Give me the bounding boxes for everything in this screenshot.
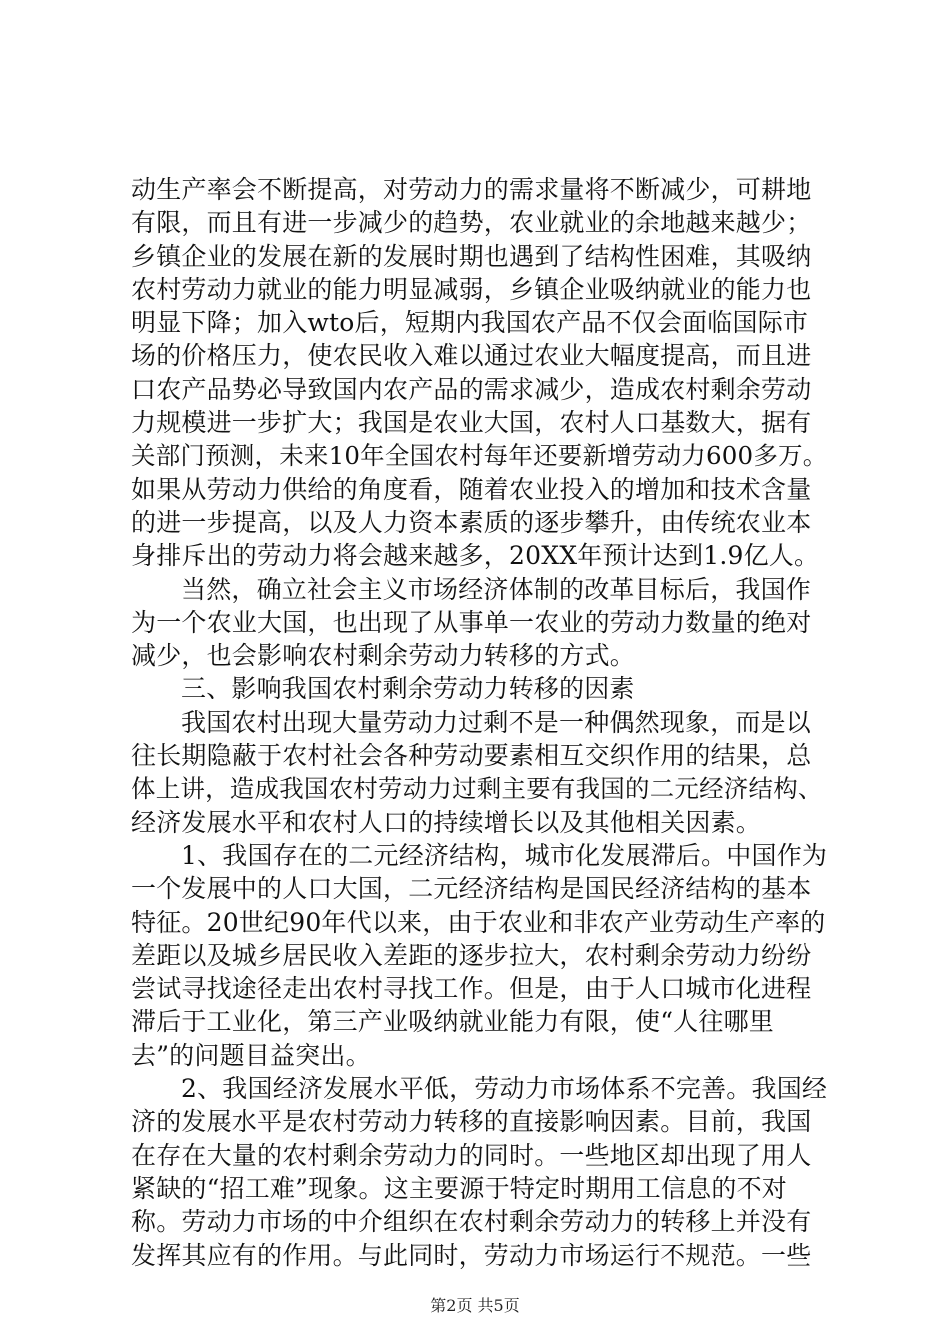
text-line: 农村劳动力就业的能力明显减弱，乡镇企业吸纳就业的能力也 <box>131 274 812 304</box>
text-line: 乡镇企业的发展在新的发展时期也遇到了结构性困难，其吸纳 <box>131 241 812 271</box>
page-number-footer: 第2页 共5页 <box>430 1296 520 1315</box>
body-text <box>131 173 833 1272</box>
text-line: 为一个农业大国，也出现了从事单一农业的劳动力数量的绝对 <box>131 607 812 637</box>
text-line: 特征。20世纪90年代以来，由于农业和非农产业劳动生产率的 <box>131 907 826 937</box>
text-line: 体上讲，造成我国农村劳动力过剩主要有我国的二元经济结构、 <box>131 774 823 804</box>
text-line: 尝试寻找途径走出农村寻找工作。但是，由于人口城市化进程 <box>131 974 812 1004</box>
text-line: 经济发展水平和农村人口的持续增长以及其他相关因素。 <box>131 807 762 837</box>
paragraph-start-line: 2、我国经济发展水平低，劳动力市场体系不完善。我国经 <box>181 1074 828 1104</box>
text-line: 去”的问题目益突出。 <box>131 1040 371 1070</box>
text-line: 力规模进一步扩大；我国是农业大国，农村人口基数大，据有 <box>131 408 812 438</box>
text-line: 的进一步提高，以及人力资本素质的逐步攀升，由传统农业本 <box>131 507 812 537</box>
paragraph-start-line: 1、我国存在的二元经济结构，城市化发展滞后。中国作为 <box>181 840 828 870</box>
text-line: 身排斥出的劳动力将会越来越多，20XX年预计达到1.9亿人。 <box>131 541 820 571</box>
text-line: 发挥其应有的作用。与此同时，劳动力市场运行不规范。一些 <box>131 1240 812 1270</box>
text-line: 明显下降；加入wto后，短期内我国农产品不仅会面临国际市 <box>131 308 809 338</box>
text-line: 紧缺的“招工难”现象。这主要源于特定时期用工信息的不对 <box>131 1173 787 1203</box>
paragraph-start-line: 当然，确立社会主义市场经济体制的改革目标后，我国作 <box>181 574 812 604</box>
text-line: 济的发展水平是农村劳动力转移的直接影响因素。目前，我国 <box>131 1107 812 1137</box>
text-line: 差距以及城乡居民收入差距的逐步拉大，农村剩余劳动力纷纷 <box>131 940 812 970</box>
text-line: 口农产品势必导致国内农产品的需求减少，造成农村剩余劳动 <box>131 374 812 404</box>
text-line: 关部门预测，未来10年全国农村每年还要新增劳动力600多万。 <box>131 441 828 471</box>
text-line: 有限，而且有进一步减少的趋势，农业就业的余地越来越少； <box>131 208 812 238</box>
paragraph-start-line: 我国农村出现大量劳动力过剩不是一种偶然现象，而是以 <box>181 707 812 737</box>
text-line: 称。劳动力市场的中介组织在农村剩余劳动力的转移上并没有 <box>131 1207 812 1237</box>
text-line: 动生产率会不断提高，对劳动力的需求量将不断减少，可耕地 <box>131 175 812 204</box>
text-line: 在存在大量的农村剩余劳动力的同时。一些地区却出现了用人 <box>131 1140 812 1170</box>
text-line: 如果从劳动力供给的角度看，随着农业投入的增加和技术含量 <box>131 474 812 504</box>
text-line: 滞后于工业化，第三产业吸纳就业能力有限，使“人往哪里 <box>131 1007 774 1037</box>
text-line: 一个发展中的人口大国，二元经济结构是国民经济结构的基本 <box>131 874 812 904</box>
text-line: 减少，也会影响农村剩余劳动力转移的方式。 <box>131 641 636 671</box>
section-heading: 三、影响我国农村剩余劳动力转移的因素 <box>181 674 635 704</box>
text-line: 往长期隐蔽于农村社会各种劳动要素相互交织作用的结果，总 <box>131 741 812 771</box>
text-line: 场的价格压力，使农民收入难以通过农业大幅度提高，而且进 <box>131 341 812 371</box>
